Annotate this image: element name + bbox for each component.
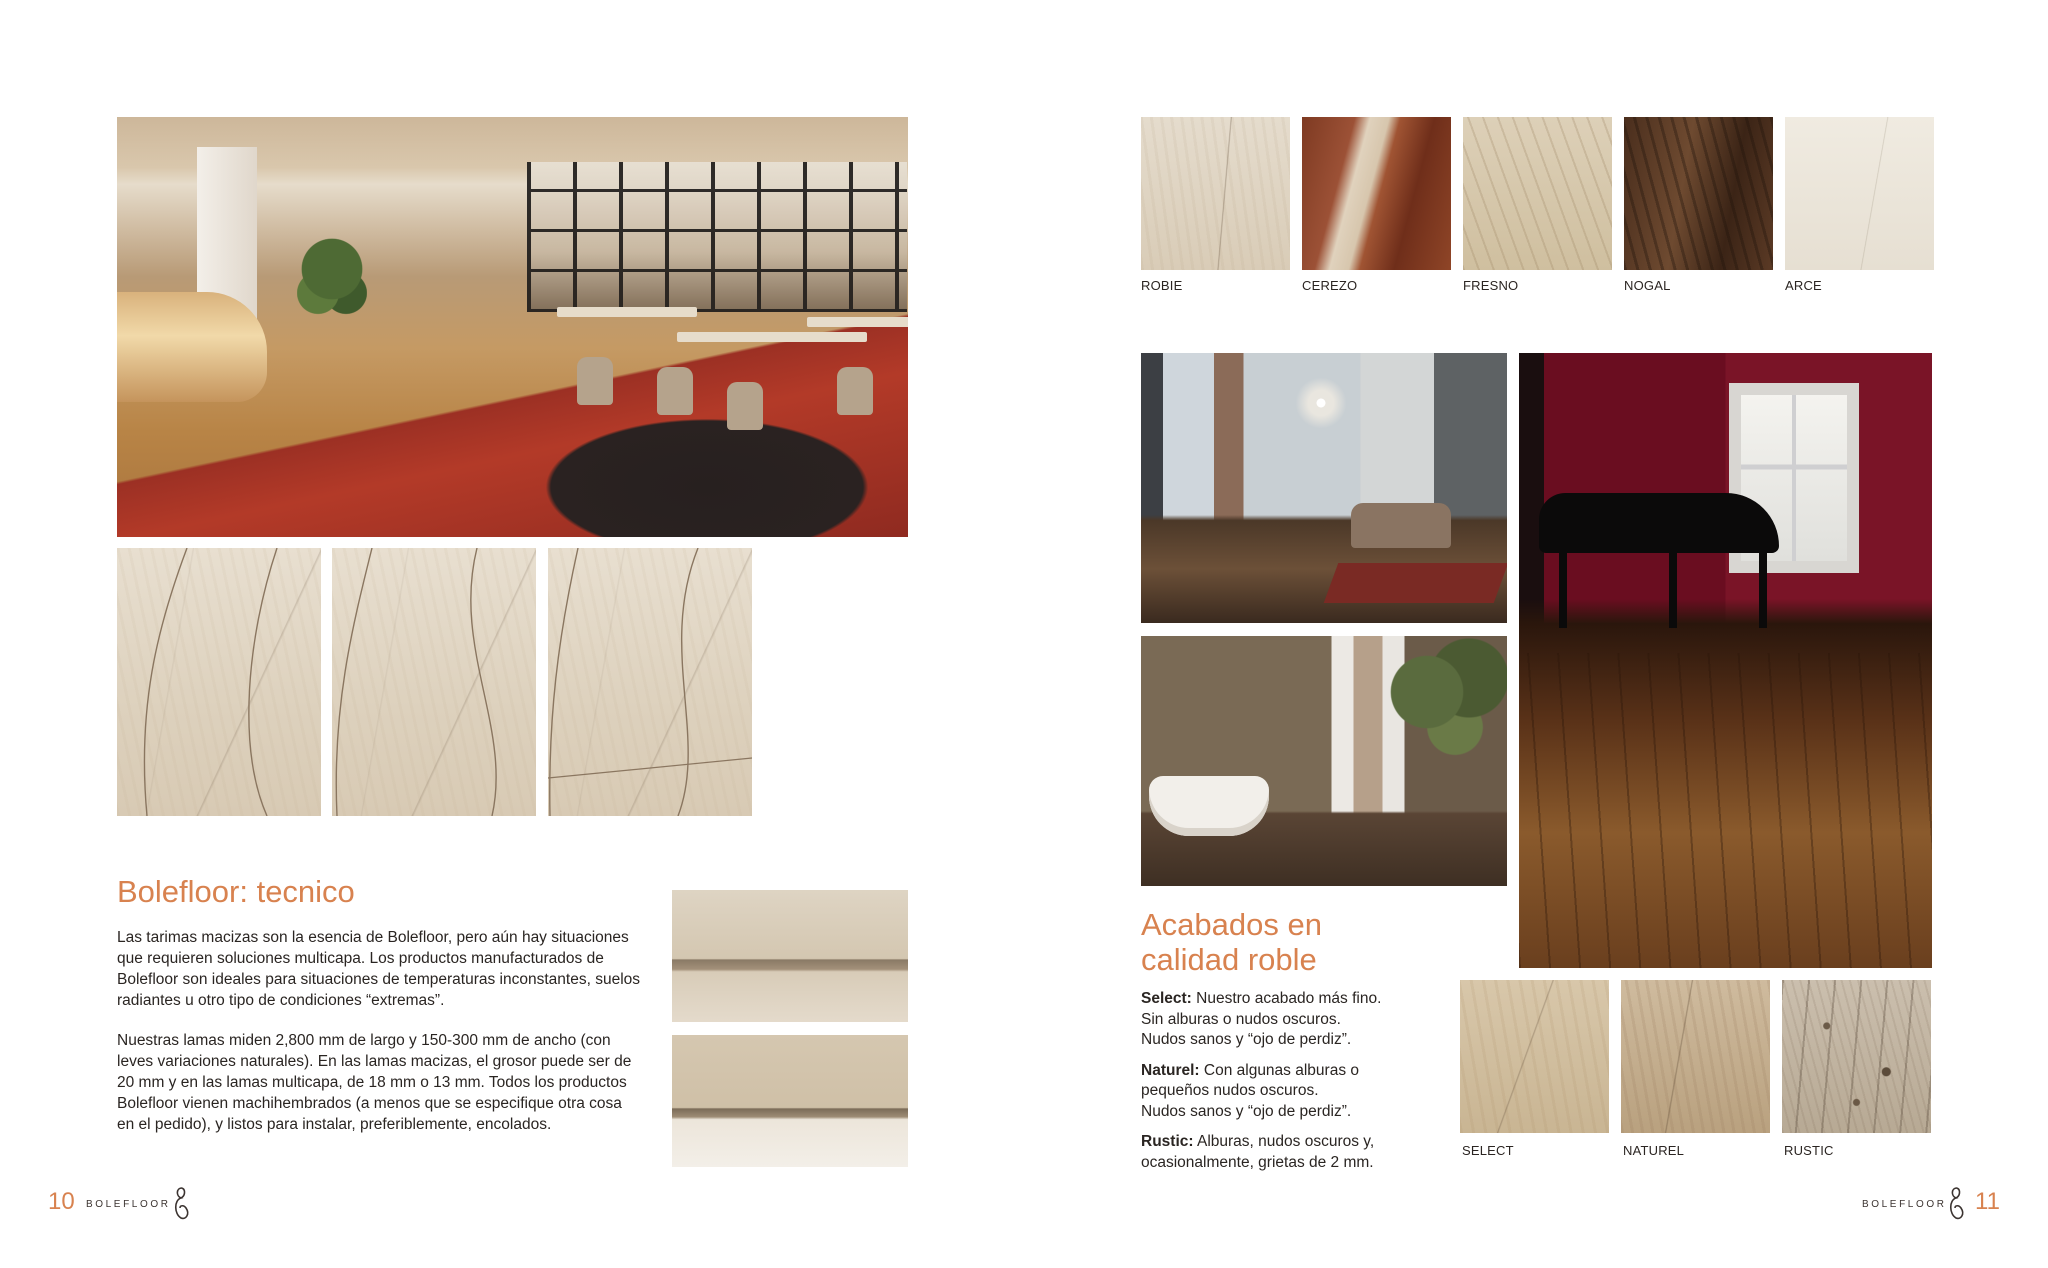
piano-room-photo — [1519, 353, 1932, 968]
plank-profile-photo — [672, 1035, 908, 1167]
restaurant-photo — [117, 117, 908, 537]
brand-name: BOLEFLOOR — [1862, 1199, 1947, 1210]
wood-swatch — [1624, 117, 1773, 270]
finish-text: Alburas, nudos oscuros y, — [1197, 1133, 1375, 1150]
finish-label: Select: — [1141, 990, 1192, 1007]
finish-text: Nudos sanos y “ojo de perdiz”. — [1141, 1031, 1352, 1048]
finish-label: Rustic: — [1141, 1133, 1194, 1150]
body-paragraph: Las tarimas macizas son la esencia de Bolefloor, pero aún hay situaciones que requieren soluciones multicapa. Los productos manufacturados de Bolefloor son ideales para situaciones de temperaturas inconstantes, suelos radiantes u otro tipo de condiciones “extremas”. — [117, 929, 641, 1009]
finish-text: pequeños nudos oscuros. — [1141, 1082, 1319, 1099]
swatch-caption: NOGAL — [1624, 278, 1671, 293]
finish-text: Sin alburas o nudos oscuros. — [1141, 1010, 1341, 1028]
bolefloor-b-logo-icon — [1947, 1186, 1967, 1222]
brand-name: BOLEFLOOR — [86, 1199, 171, 1210]
wood-swatch — [1141, 117, 1290, 270]
swatch-caption: ARCE — [1785, 278, 1822, 293]
finish-description — [1141, 989, 1471, 1173]
finish-text: Nudos sanos y “ojo de perdiz”. — [1141, 1102, 1352, 1120]
swatch-caption: ROBIE — [1141, 278, 1183, 293]
oak-plank-photo — [117, 548, 321, 816]
finish-swatch — [1782, 980, 1931, 1133]
body-paragraph: Nuestras lamas miden 2,800 mm de largo y 150-300 mm de ancho (con leves variaciones naturales). En las lamas macizas, el grosor puede ser de 20 mm y en las lamas multicapa, de 18 mm o 13 mm. Todos los productos Bolefloor vienen machihembrados (a menos que se especifique otra cosa en el pedido), y listos para instalar, preferiblemente, encolados. — [117, 1032, 632, 1133]
finish-swatch — [1460, 980, 1609, 1133]
finish-text: ocasionalmente, grietas de 2 mm. — [1141, 1153, 1374, 1171]
wood-swatch — [1463, 117, 1612, 270]
finish-select — [1141, 989, 1471, 1051]
bathroom-photo — [1141, 636, 1507, 886]
swatch-caption: SELECT — [1462, 1143, 1514, 1158]
swatch-caption: FRESNO — [1463, 278, 1519, 293]
page-number: 10 — [48, 1188, 75, 1215]
section-heading: Bolefloor: tecnico — [117, 874, 355, 909]
oak-plank-photo — [332, 548, 536, 816]
wood-swatch — [1302, 117, 1451, 270]
finish-rustic — [1141, 1132, 1471, 1173]
bolefloor-b-logo-icon — [172, 1186, 192, 1222]
finish-swatch — [1621, 980, 1770, 1133]
heading-line: calidad roble — [1141, 942, 1317, 977]
living-room-photo — [1141, 353, 1507, 623]
wood-swatch — [1785, 117, 1934, 270]
swatch-caption: RUSTIC — [1784, 1143, 1834, 1158]
heading-line: Acabados en — [1141, 907, 1322, 942]
page-number: 11 — [1975, 1188, 2000, 1215]
oak-plank-photo — [548, 548, 752, 816]
swatch-caption: NATUREL — [1623, 1143, 1685, 1158]
plank-profile-photo — [672, 890, 908, 1022]
finish-text: Con algunas alburas o — [1203, 1061, 1359, 1079]
section-heading — [1141, 907, 1322, 977]
finish-naturel — [1141, 1061, 1471, 1123]
swatch-caption: CEREZO — [1302, 278, 1358, 293]
finish-text: Nuestro acabado más fino. — [1196, 990, 1382, 1007]
finish-label: Naturel: — [1141, 1061, 1200, 1079]
